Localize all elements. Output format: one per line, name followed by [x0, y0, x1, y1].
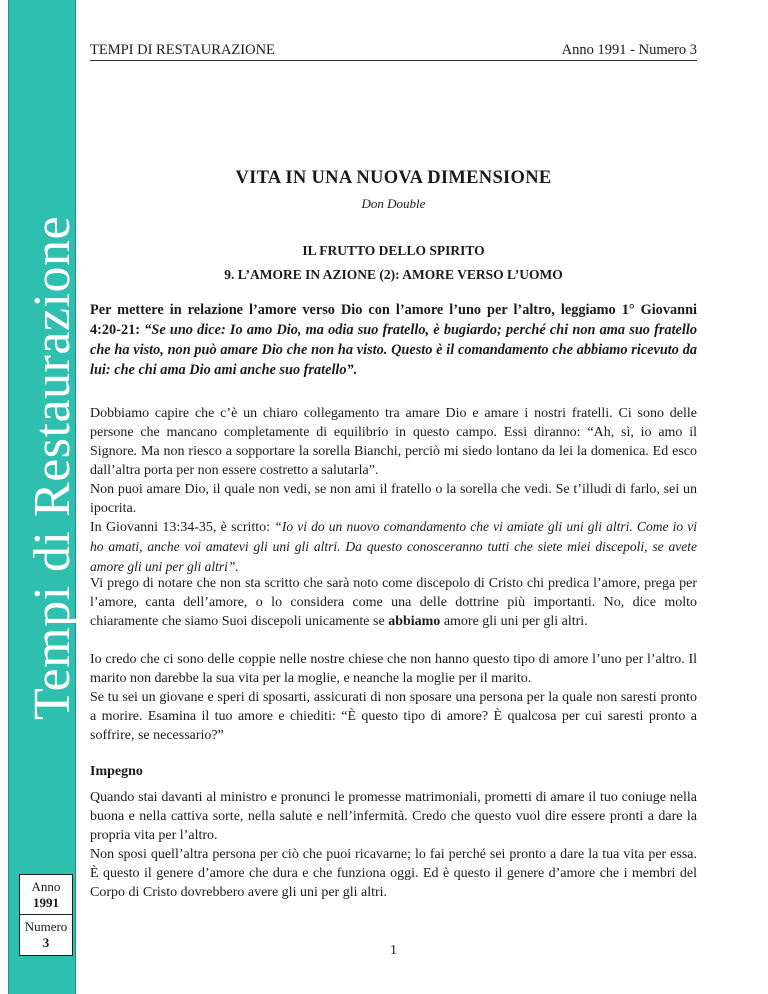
paragraph-3: [90, 517, 697, 577]
paragraph-1: Dobbiamo capire che c’è un chiaro collegamento tra amare Dio e amare i nostri fratelli. Ci sono delle persone che mancano completamente di equilibrio in questo campo. Essi diranno: “Ah, sì, io amo il Signore. Ma non riesco a sopportare la sorella Bianchi, perciò mi siedo lontano da lei la domenica. Ed esco dall’altra porta per non essere costretto a salutarla”.: [90, 406, 697, 478]
year-label: Anno: [31, 879, 61, 894]
number-label: Numero: [24, 919, 68, 934]
header-issue: Anno 1991 - Numero 3: [561, 42, 697, 58]
paragraph-4-bold: abbiamo: [388, 614, 441, 629]
issue-number-box: [19, 914, 73, 956]
paragraph-5: Io credo che ci sono delle coppie nelle nostre chiese che non hanno questo tipo di amore l’uno per l’altro. Il marito non darebbe la sua vita per la moglie, e neanche la moglie per il marito.: [90, 652, 697, 686]
intro-paragraph: [90, 300, 697, 380]
paragraph-4-before: Vi prego di notare che non sta scritto che sarà noto come discepolo di Cristo chi predica l’amore, prega per l’amore, canta dell’amore, o lo considera come una delle dottrine più importanti. No, dice molto chiaramente che siamo Suoi discepoli unicamente se: [90, 576, 697, 629]
paragraph-4-after: amore gli uni per gli altri.: [440, 614, 588, 629]
paragraph-7: Quando stai davanti al ministro e pronunci le promesse matrimoniali, prometti di amare il tuo coniuge nella buona e nella cattiva sorte, nella salute e nell’infermità. Credo che questo vuol dire essere pronti a dare la propria vita per l’altro.: [90, 790, 697, 843]
paragraph-6: Se tu sei un giovane e speri di sposarti, assicurati di non sposare una persona per la quale non saresti pronto a morire. Esamina il tuo amore e chiediti: “È questo tipo di amore? È qualcosa per cui saresti pronto a soffrire, se necessario?”: [90, 690, 697, 743]
paragraph-3-quote: “Io vi do un nuovo comandamento che vi amiate gli uni gli altri. Come io vi ho amati, anche voi amatevi gli uni gli altri. Da questo conosceranno tutti che siete miei discepoli, se avete amore gli uni per gli altri”.: [90, 519, 697, 574]
article-author: Don Double: [361, 196, 426, 211]
paragraph-3-text: In Giovanni 13:34-35, è scritto:: [90, 520, 275, 535]
running-header: [90, 42, 697, 61]
issue-year-box: [19, 874, 73, 916]
section-title: IL FRUTTO DELLO SPIRITO: [302, 243, 485, 258]
paragraph-8: Non sposi quell’altra persona per ciò che puoi ricavarne; lo fai perché sei pronto a dare la tua vita per essa. È questo il genere d’amore che dura e che funziona oggi. Ed è questo il genere d’amore che i membri del Corpo di Cristo dovrebbero avere gli uni per gli altri.: [90, 847, 697, 900]
magazine-title-vertical: Tempi di Restaurazione: [24, 215, 81, 721]
paragraph-2: Non puoi amare Dio, il quale non vedi, se non ami il fratello o la sorella che vedi. Se t’illudi di farlo, sei un ipocrita.: [90, 482, 697, 516]
number-value: 3: [42, 935, 50, 950]
sidebar-band: [8, 0, 81, 994]
page-number: 1: [390, 943, 397, 958]
paragraph-4: [90, 574, 697, 631]
year-value: 1991: [33, 895, 59, 910]
subheading-impegno: Impegno: [90, 764, 143, 779]
header-magazine-name: TEMPI DI RESTAURAZIONE: [90, 42, 275, 58]
chapter-title: 9. L’AMORE IN AZIONE (2): AMORE VERSO L’UOMO: [224, 267, 563, 282]
article-title: VITA IN UNA NUOVA DIMENSIONE: [235, 168, 552, 188]
intro-quote: “Se uno dice: Io amo Dio, ma odia suo fratello, è bugiardo; perché chi non ama suo fratello che ha visto, non può amare Dio che non ha visto. Questo è il comandamento che abbiamo ricevuto da lui: che chi ama Dio ami anche suo fratello”.: [90, 322, 697, 378]
intro-text: Per mettere in relazione l’amore verso Dio con l’amore l’uno per l’altro, leggiamo 1° Giovanni 4:20-21:: [90, 302, 697, 338]
